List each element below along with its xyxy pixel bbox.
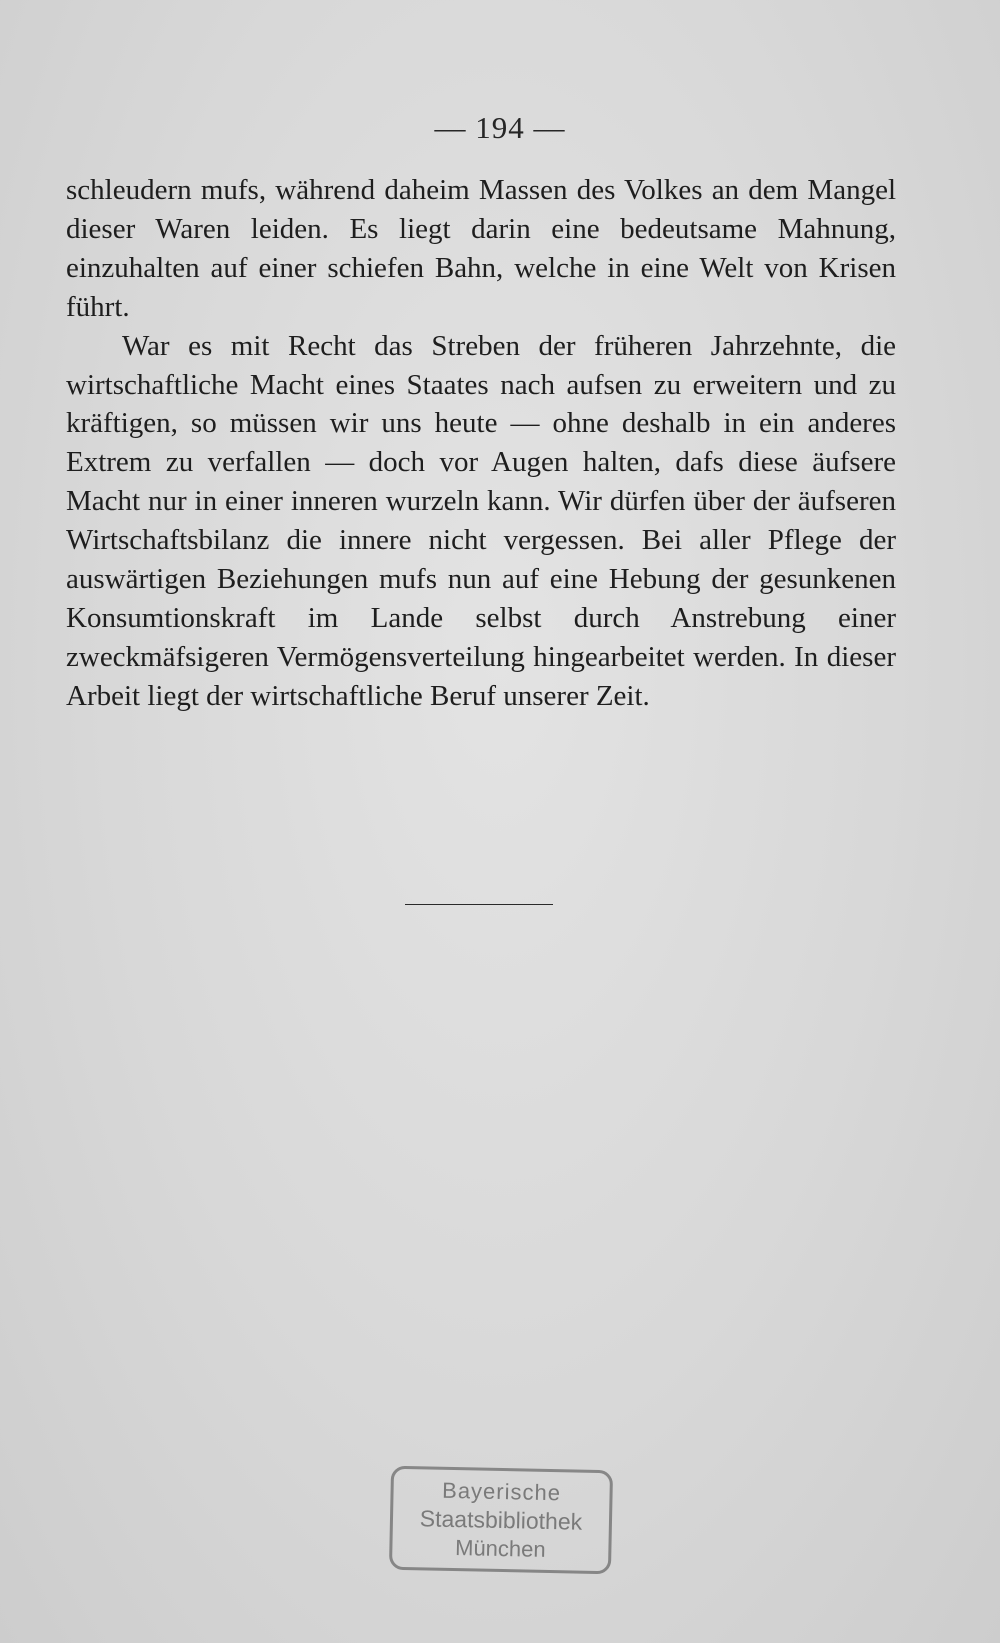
body-text: [66, 171, 896, 716]
paragraph-1: schleudern mufs, während daheim Massen des Volkes an dem Mangel dieser Waren leiden. Es liegt darin eine bedeutsame Mahnung, einzuhalten auf einer schiefen Bahn, welche in eine Welt von Krisen führt.: [66, 174, 896, 323]
stamp-line-2: Staatsbibliothek: [419, 1505, 583, 1535]
library-stamp: [389, 1466, 613, 1575]
paragraph-2: War es mit Recht das Streben der früheren Jahrzehnte, die wirtschaftliche Macht eines Staates nach aufsen zu erweitern und zu kräftigen, so müssen wir uns heute — ohne deshalb in ein anderes Extrem zu verfallen — doch vor Augen halten, dafs diese äufsere Macht nur in einer inneren wurzeln kann. Wir dürfen über der äufseren Wirtschaftsbilanz die innere nicht vergessen. Bei aller Pflege der auswärtigen Beziehungen mufs nun auf eine Hebung der gesunkenen Konsumtionskraft im Lande selbst durch Anstrebung einer zweckmäfsigeren Vermögensverteilung hingearbeitet werden. In dieser Arbeit liegt der wirtschaftliche Beruf unserer Zeit.: [66, 329, 896, 712]
stamp-line-3: München: [454, 1535, 546, 1562]
section-divider-rule: [405, 904, 553, 905]
stamp-line-1: Bayerische: [441, 1477, 562, 1506]
page-number-header: — 194 —: [434, 110, 566, 145]
